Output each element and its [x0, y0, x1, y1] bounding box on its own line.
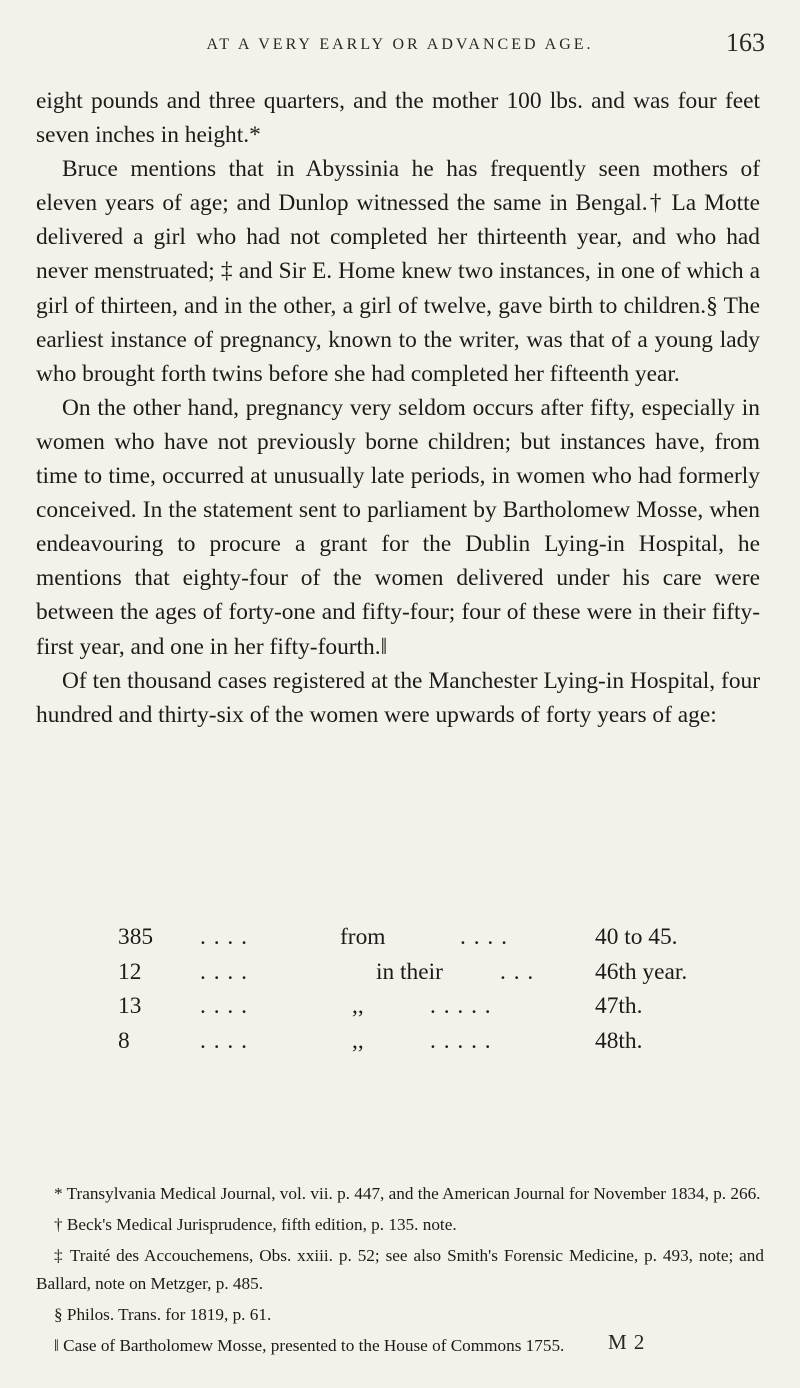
table-row — [0, 955, 800, 990]
running-title: AT A VERY EARLY OR ADVANCED AGE. — [206, 36, 594, 53]
row-leader: . . . . — [200, 993, 248, 1019]
row-value: 47th. — [595, 993, 643, 1019]
footnotes — [36, 1180, 764, 1363]
row-count: 13 — [118, 993, 142, 1019]
paragraph-bruce: Bruce mentions that in Abyssinia he has frequently seen mothers of eleven years of age; and Dunlop witnessed the same in Bengal.† La Motte delivered a girl who had not completed her thirteenth year, and who had never menstruated; ‡ and Sir E. Home knew two instances, in one of which a girl of thirteen, and in the other, a girl of twelve, gave birth to children.§ The earliest instance of pregnancy, known to the writer, was that of a young lady who brought forth twins before she had completed her fifteenth year. — [36, 156, 760, 387]
table-row — [0, 920, 800, 955]
row-leader: . . . — [500, 958, 535, 985]
footnote: † Beck's Medical Jurisprudence, fifth edition, p. 135. note. — [54, 1215, 457, 1235]
row-leader: . . . . . — [430, 993, 492, 1019]
row-count: 385 — [118, 924, 154, 950]
footnote: * Transylvania Medical Journal, vol. vii. p. 447, and the American Journal for November 1834, p. 266. — [54, 1184, 761, 1203]
table-row — [0, 1024, 800, 1059]
paragraph-late-pregnancy: On the other hand, pregnancy very seldom occurs after fifty, especially in women who have not previously borne children; but instances have, from time to time, occurred at unusually late periods, in women who had formerly conceived. In the statement sent to parliament by Bartholomew Mosse, when endeavouring to procure a grant for the Dublin Lying-in Hospital, he mentions that eighty-four of the women delivered under his care were between the ages of forty-one and fifty-four; four of these were in their fifty-first year, and one in her fifty-fourth.‖ — [36, 394, 760, 660]
row-leader: . . . . — [200, 1027, 248, 1054]
body-text — [36, 84, 760, 732]
signature-mark: M 2 — [608, 1330, 646, 1354]
row-leader: . . . . . — [430, 1027, 492, 1054]
row-leader: . . . . — [200, 958, 248, 985]
row-leader: . . . . — [200, 924, 248, 950]
paragraph-manchester: Of ten thousand cases registered at the Manchester Lying-in Hospital, four hundred and thirty-six of the women were upwards of forty years of age: — [36, 667, 760, 728]
row-value: 40 to 45. — [595, 924, 678, 950]
page-number: 163 — [726, 28, 765, 57]
footnote: ‡ Traité des Accouchemens, Obs. xxiii. p. 52; see also Smith's Forensic Medicine, p. 493, note; and Ballard, note on Metzger, p. 485. — [36, 1246, 764, 1293]
row-word: in their — [376, 958, 443, 985]
row-word: ,, — [352, 993, 364, 1019]
row-value: 46th year. — [595, 958, 688, 985]
paragraph-continuation: eight pounds and three quarters, and the mother 100 lbs. and was four feet seven inches in height.* — [36, 88, 760, 149]
footnote: ‖ Case of Bartholomew Mosse, presented to the House of Commons 1755. — [54, 1336, 565, 1356]
table-row — [0, 989, 800, 1024]
row-count: 12 — [118, 958, 142, 985]
row-word: from — [340, 924, 386, 950]
row-word: ,, — [352, 1027, 364, 1054]
row-leader: . . . . — [460, 924, 508, 950]
row-count: 8 — [118, 1027, 130, 1054]
row-value: 48th. — [595, 1027, 643, 1054]
age-table — [0, 920, 800, 1058]
footnote: § Philos. Trans. for 1819, p. 61. — [54, 1304, 272, 1324]
